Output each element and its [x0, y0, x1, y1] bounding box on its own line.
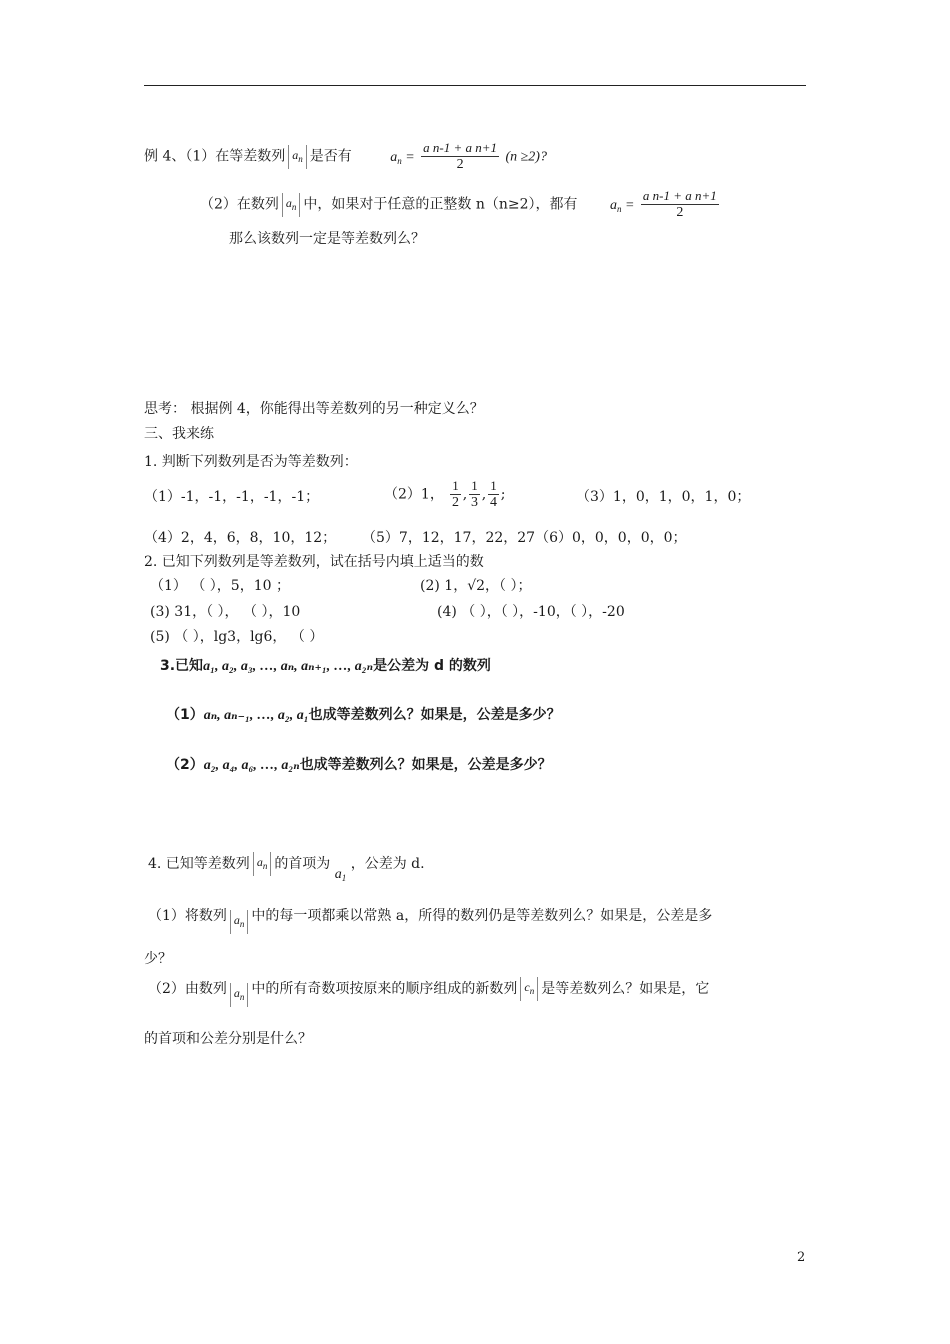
example4-q1: 例 4、（1）在等差数列 $a_n$ 是否有 $a_n$ = $\frac{\text{a n-1 + a n+1}}{2}$ (n ≥2)? — [144, 140, 547, 172]
problem3-q1: （1）aₙ, aₙ₋₁, …, a₂, a₁也成等差数列么？如果是，公差是多少？ — [166, 707, 561, 723]
problem1-d: （4）2，4，6，8，10，12； — [144, 530, 337, 546]
problem4-q1: （1）将数列 $a_n$ 中的每一项都乘以常熟 a，所得的数列仍是等差数列么？如果是，公差是多 — [148, 904, 712, 928]
seq-a-n: $a_n$ — [230, 983, 249, 1007]
fraction-third: $\frac{1}{3}$ — [470, 478, 478, 510]
formula-an: $a_n$ = — [610, 197, 635, 214]
formula-condition: (n ≥2)? — [505, 149, 547, 165]
problem2-row1-a: （1） （ ），5，10 ； — [150, 578, 290, 594]
problem2-row3: (5) （ ），lg3，lg6， （ ） — [150, 629, 324, 645]
seq-a-n: $a_n$ — [282, 193, 301, 217]
problem1-c: （3）1，0，1，0，1，0； — [576, 489, 751, 505]
fraction-half: $\frac{1}{2}$ — [452, 478, 460, 510]
seq-c-n: $c_n$ — [520, 977, 538, 1001]
problem2-title: 2. 已知下列数列是等差数列，试在括号内填上适当的数 — [144, 554, 484, 570]
problem1-b: （2）1， $\frac{1}{2}$ , $\frac{1}{3}$ , $\frac{1}{4}$ ; — [384, 478, 506, 510]
think-question: 思考： 根据例 4，你能得出等差数列的另一种定义么？ — [144, 401, 484, 417]
section-3-heading: 三、我来练 — [144, 426, 214, 442]
problem4-q2: （2）由数列 $a_n$ 中的所有奇数项按原来的顺序组成的新数列 $c_n$ 是等差数列么？如果是，它 — [148, 977, 709, 1001]
seq-a-n: $a_n$ — [253, 852, 272, 876]
seq-a-n: $a_n$ — [230, 910, 249, 934]
example4-q2-tail: 那么该数列一定是等差数列么？ — [229, 231, 425, 247]
example4-q2: （2）在数列 $a_n$ 中，如果对于任意的正整数 n（n≥2），都有 $a_n$ = $\frac{\text{a n-1 + a n+1}}{2}$ — [200, 188, 717, 220]
formula-an: $a_n$ = — [390, 149, 415, 166]
fraction-quarter: $\frac{1}{4}$ — [489, 478, 497, 510]
problem4-q1-cont: 少？ — [144, 951, 172, 967]
formula-fraction-1: $\frac{\text{a n-1 + a n+1}}{2}$ — [423, 140, 497, 172]
page-number: 2 — [797, 1250, 806, 1265]
problem1-a: （1）-1，-1，-1，-1，-1； — [144, 489, 320, 505]
problem4-title: 4. 已知等差数列 $a_n$ 的首项为 $a_1$ ，公差为 d. — [148, 852, 425, 876]
formula-fraction-2: $\frac{\text{a n-1 + a n+1}}{2}$ — [642, 188, 717, 220]
problem3-title: 3.已知a₁, a₂, a₃, …, aₙ, aₙ₊₁, …, a₂ₙ是公差为 d 的数列 — [160, 658, 491, 674]
problem1-e: （5）7，12，17，22，27（6）0，0，0，0，0； — [362, 530, 687, 546]
header-rule — [144, 85, 806, 86]
problem4-q2-cont: 的首项和公差分别是什么？ — [144, 1031, 312, 1047]
seq-a-n: $a_n$ — [288, 145, 307, 169]
problem2-row2-b: (4) （ ），（ ），-10，（ ），-20 — [437, 604, 625, 620]
problem2-row1-b: (2) 1，√2，（ ）； — [420, 578, 532, 594]
first-term-a1: $a_1$ — [334, 867, 347, 883]
problem1-title: 1. 判断下列数列是否为等差数列： — [144, 454, 358, 470]
problem3-q2: （2）a₂, a₄, a₆, …, a₂ₙ也成等差数列么？如果是，公差是多少？ — [166, 757, 552, 773]
sqrt-two: √2 — [467, 578, 486, 594]
problem2-row2-a: (3) 31，（ ）， （ ），10 — [150, 604, 301, 620]
